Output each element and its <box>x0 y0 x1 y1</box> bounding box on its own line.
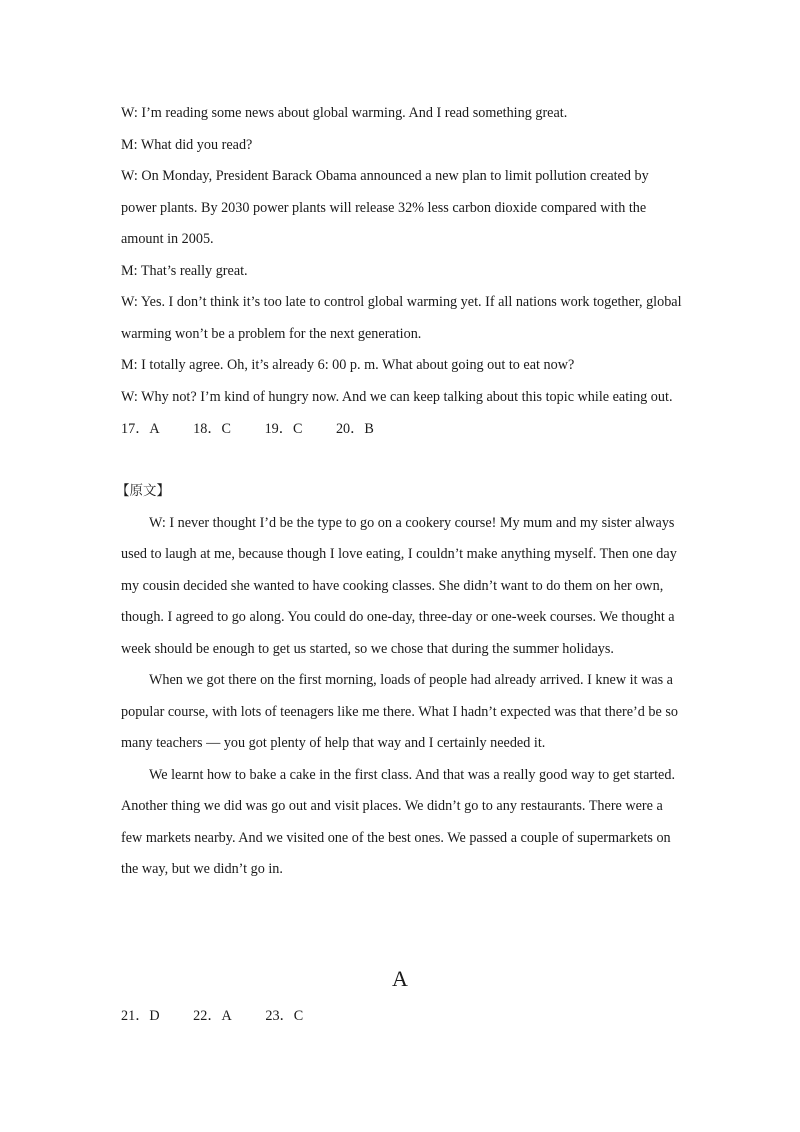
transcript-line: W: I never thought I’d be the type to go on a cookery course! My mum and my sister always <box>149 515 675 531</box>
transcript-label: 【原文】 <box>116 483 170 499</box>
answer-22: 22．A <box>193 1008 232 1024</box>
dialogue-line: W: Why not? I’m kind of hungry now. And we can keep talking about this topic while eating out. <box>121 389 673 405</box>
answer-19: 19．C <box>264 421 303 437</box>
transcript-line: many teachers — you got plenty of help that way and I certainly needed it. <box>121 735 546 751</box>
dialogue-line: power plants. By 2030 power plants will release 32% less carbon dioxide compared with the <box>121 200 647 216</box>
answer-17: 17．A <box>121 421 160 437</box>
dialogue-line: M: I totally agree. Oh, it’s already 6: 00 p. m. What about going out to eat now? <box>121 357 575 373</box>
dialogue-line: warming won’t be a problem for the next generation. <box>121 326 422 342</box>
transcript-line: the way, but we didn’t go in. <box>121 861 283 877</box>
section-heading: A <box>392 966 408 991</box>
transcript-line: my cousin decided she wanted to have cooking classes. She didn’t want to do them on her own, <box>121 578 664 594</box>
dialogue-line: W: Yes. I don’t think it’s too late to control global warming yet. If all nations work together, global <box>121 294 682 310</box>
dialogue-line: W: I’m reading some news about global warming. And I read something great. <box>121 105 568 121</box>
answer-key-17-20 <box>121 420 374 438</box>
dialogue-line: W: On Monday, President Barack Obama announced a new plan to limit pollution created by <box>121 168 649 184</box>
dialogue-line: M: What did you read? <box>121 137 253 153</box>
answer-23: 23．C <box>265 1008 304 1024</box>
transcript-line: popular course, with lots of teenagers like me there. What I hadn’t expected was that there’d be so <box>121 704 678 720</box>
answer-21: 21．D <box>121 1008 160 1024</box>
answer-key-21-23 <box>121 1007 303 1025</box>
transcript-line: though. I agreed to go along. You could do one-day, three-day or one-week courses. We thought a <box>121 609 675 625</box>
dialogue-line: amount in 2005. <box>121 231 214 247</box>
transcript-line: few markets nearby. And we visited one of the best ones. We passed a couple of supermarkets on <box>121 830 671 846</box>
transcript-line: used to laugh at me, because though I love eating, I couldn’t make anything myself. Then one day <box>121 546 677 562</box>
transcript-line: When we got there on the first morning, loads of people had already arrived. I knew it was a <box>149 672 673 688</box>
dialogue-line: M: That’s really great. <box>121 263 248 279</box>
answer-18: 18．C <box>193 421 232 437</box>
answer-20: 20．B <box>335 421 374 437</box>
transcript-line: week should be enough to get us started, so we chose that during the summer holidays. <box>121 641 614 657</box>
transcript-line: We learnt how to bake a cake in the first class. And that was a really good way to get started. <box>149 767 675 783</box>
transcript-line: Another thing we did was go out and visit places. We didn’t go to any restaurants. There were a <box>121 798 663 814</box>
